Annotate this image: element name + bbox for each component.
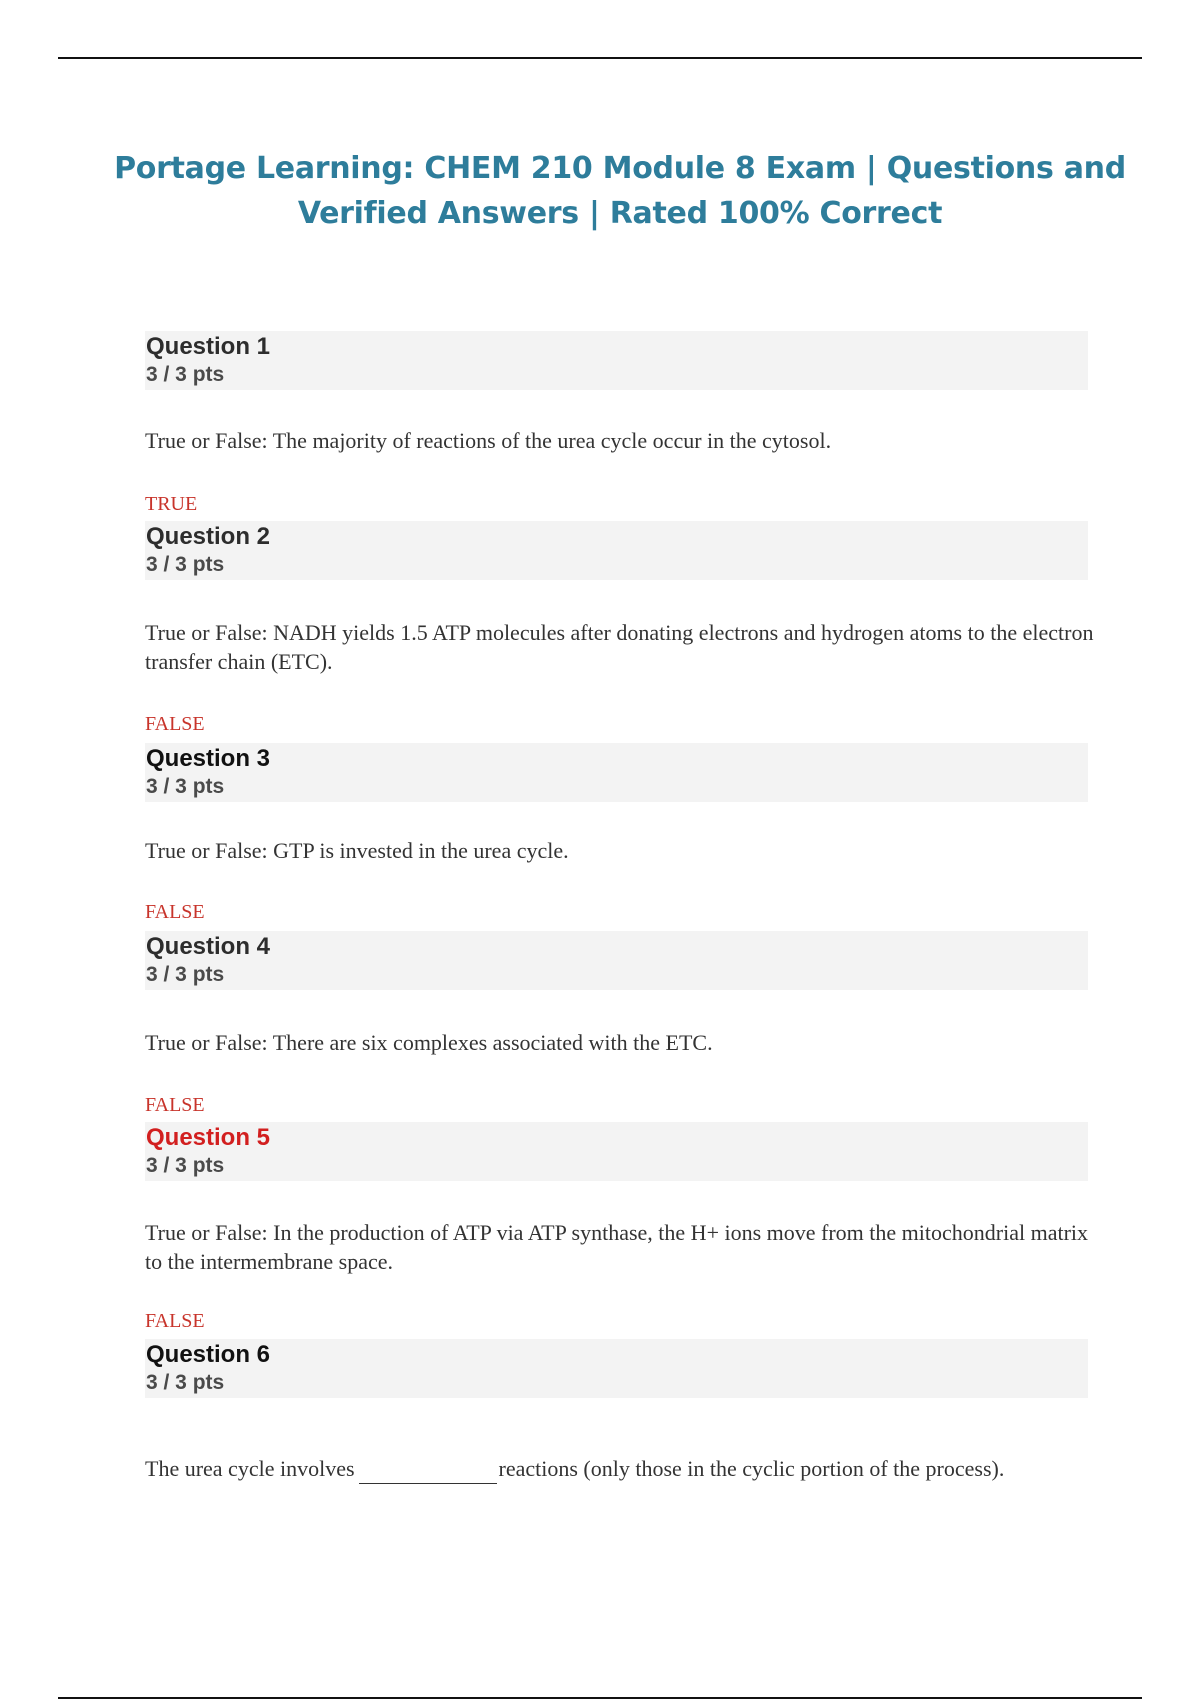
question-4-title: Question 4 xyxy=(146,933,271,960)
fill-in-blank xyxy=(359,1454,497,1484)
question-5-title: Question 5 xyxy=(146,1124,271,1151)
question-2-answer: FALSE xyxy=(145,713,205,735)
question-5-text: True or False: In the production of ATP via ATP synthase, the H+ ions move from the mitochondrial matrix to the intermembrane space. xyxy=(145,1220,1089,1274)
question-1-answer: TRUE xyxy=(145,493,198,515)
top-rule xyxy=(58,57,1142,59)
question-6-text xyxy=(145,1454,1045,1484)
question-5-answer: FALSE xyxy=(145,1310,205,1332)
question-1-text: True or False: The majority of reactions of the urea cycle occur in the cytosol. xyxy=(145,428,832,453)
question-5-header xyxy=(145,1122,1088,1181)
question-2-text: True or False: NADH yields 1.5 ATP molecules after donating electrons and hydrogen atoms to the electron transfer chain (ETC). xyxy=(145,620,1094,674)
question-6-text-after-blank: reactions (only those in the cyclic portion of the process). xyxy=(498,1456,1005,1481)
question-5-points: 3 / 3 pts xyxy=(146,1154,225,1177)
question-3-answer: FALSE xyxy=(145,901,205,923)
document-title xyxy=(100,146,1140,236)
question-4-text: True or False: There are six complexes associated with the ETC. xyxy=(145,1030,713,1055)
question-4-answer: FALSE xyxy=(145,1094,205,1116)
question-2-header xyxy=(145,521,1088,580)
document-title-line-2: Verified Answers | Rated 100% Correct xyxy=(297,196,943,231)
question-3-title: Question 3 xyxy=(146,745,271,772)
question-3-header xyxy=(145,743,1088,802)
question-2-points: 3 / 3 pts xyxy=(146,553,225,576)
question-4-header xyxy=(145,931,1088,990)
question-3-text: True or False: GTP is invested in the urea cycle. xyxy=(145,838,569,863)
document-title-line-1: Portage Learning: CHEM 210 Module 8 Exam | Questions and xyxy=(114,151,1126,186)
question-6-points: 3 / 3 pts xyxy=(146,1371,225,1394)
question-1-header xyxy=(145,331,1088,390)
question-6-header xyxy=(145,1339,1088,1398)
question-4-points: 3 / 3 pts xyxy=(146,963,225,986)
question-1-points: 3 / 3 pts xyxy=(146,363,225,386)
question-1-title: Question 1 xyxy=(146,333,271,360)
question-6-title: Question 6 xyxy=(146,1341,271,1368)
question-3-points: 3 / 3 pts xyxy=(146,775,225,798)
question-6-text-before-blank: The urea cycle involves xyxy=(145,1456,355,1481)
bottom-rule xyxy=(58,1697,1142,1699)
question-2-title: Question 2 xyxy=(146,523,271,550)
